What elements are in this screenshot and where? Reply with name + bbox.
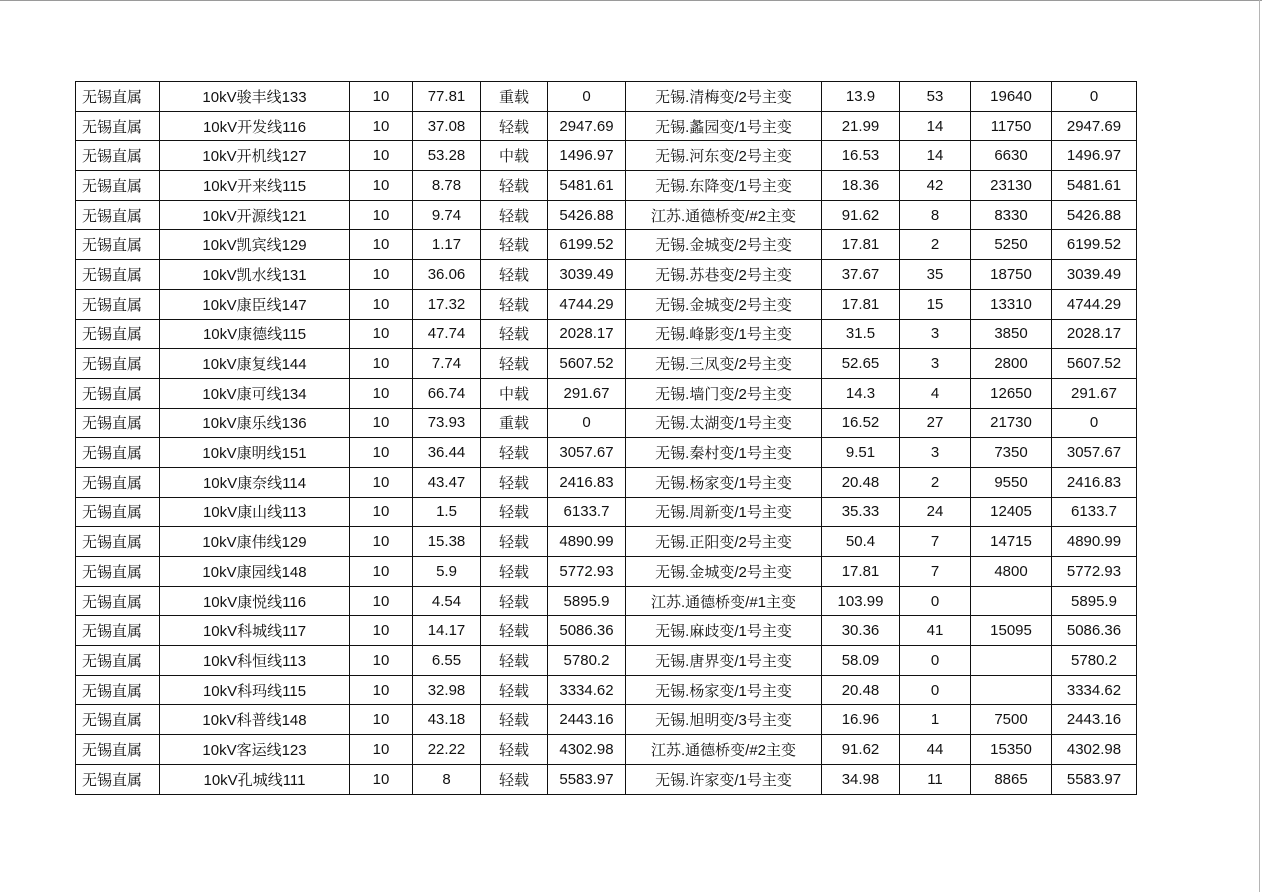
available-capacity-cell: 291.67 — [548, 378, 626, 408]
voltage-cell: 10 — [350, 646, 413, 676]
unit-cell: 无锡直属 — [76, 349, 160, 379]
line-name-cell: 10kV康奈线114 — [160, 467, 350, 497]
transformer-cell: 无锡.太湖变/1号主变 — [626, 408, 822, 438]
user-count-cell: 35 — [900, 260, 971, 290]
line-name-cell: 10kV凯宾线129 — [160, 230, 350, 260]
line-name-cell: 10kV凯水线131 — [160, 260, 350, 290]
table-row — [76, 467, 1137, 497]
available-capacity-cell: 2028.17 — [548, 319, 626, 349]
installed-capacity-cell: 11750 — [971, 111, 1052, 141]
user-count-cell: 42 — [900, 171, 971, 201]
voltage-cell: 10 — [350, 586, 413, 616]
transformer-cell: 无锡.河东变/2号主变 — [626, 141, 822, 171]
page-top-border — [0, 0, 1262, 1]
transformer-cell: 无锡.蠡园变/1号主变 — [626, 111, 822, 141]
table-row — [76, 230, 1137, 260]
table-row — [76, 557, 1137, 587]
available-capacity-cell: 2443.16 — [548, 705, 626, 735]
transformer-load-rate-cell: 34.98 — [822, 764, 900, 794]
transformer-cell: 无锡.杨家变/1号主变 — [626, 467, 822, 497]
unit-cell: 无锡直属 — [76, 230, 160, 260]
installed-capacity-cell: 8865 — [971, 764, 1052, 794]
installed-capacity-cell: 23130 — [971, 171, 1052, 201]
margin-cell: 291.67 — [1052, 378, 1137, 408]
table-row — [76, 586, 1137, 616]
margin-cell: 2028.17 — [1052, 319, 1137, 349]
user-count-cell: 41 — [900, 616, 971, 646]
load-rate-cell: 7.74 — [413, 349, 481, 379]
unit-cell: 无锡直属 — [76, 675, 160, 705]
line-name-cell: 10kV开机线127 — [160, 141, 350, 171]
transformer-cell: 无锡.金城变/2号主变 — [626, 557, 822, 587]
load-rate-cell: 77.81 — [413, 82, 481, 112]
page-right-border — [1259, 0, 1260, 892]
load-rate-cell: 73.93 — [413, 408, 481, 438]
transformer-cell: 无锡.苏巷变/2号主变 — [626, 260, 822, 290]
margin-cell: 5895.9 — [1052, 586, 1137, 616]
user-count-cell: 4 — [900, 378, 971, 408]
user-count-cell: 3 — [900, 319, 971, 349]
unit-cell: 无锡直属 — [76, 408, 160, 438]
user-count-cell: 27 — [900, 408, 971, 438]
margin-cell: 0 — [1052, 408, 1137, 438]
installed-capacity-cell: 5250 — [971, 230, 1052, 260]
load-rate-cell: 47.74 — [413, 319, 481, 349]
available-capacity-cell: 3057.67 — [548, 438, 626, 468]
voltage-cell: 10 — [350, 349, 413, 379]
available-capacity-cell: 5426.88 — [548, 200, 626, 230]
voltage-cell: 10 — [350, 260, 413, 290]
user-count-cell: 7 — [900, 557, 971, 587]
unit-cell: 无锡直属 — [76, 260, 160, 290]
unit-cell: 无锡直属 — [76, 319, 160, 349]
load-status-cell: 轻载 — [481, 675, 548, 705]
margin-cell: 2947.69 — [1052, 111, 1137, 141]
line-name-cell: 10kV康伟线129 — [160, 527, 350, 557]
table-row — [76, 378, 1137, 408]
user-count-cell: 0 — [900, 586, 971, 616]
transformer-cell: 江苏.通德桥变/#2主变 — [626, 200, 822, 230]
load-status-cell: 轻载 — [481, 557, 548, 587]
available-capacity-cell: 3334.62 — [548, 675, 626, 705]
load-status-cell: 轻载 — [481, 467, 548, 497]
transformer-cell: 无锡.秦村变/1号主变 — [626, 438, 822, 468]
line-name-cell: 10kV康复线144 — [160, 349, 350, 379]
unit-cell: 无锡直属 — [76, 438, 160, 468]
table-body — [76, 82, 1137, 795]
transformer-load-rate-cell: 9.51 — [822, 438, 900, 468]
load-rate-cell: 36.06 — [413, 260, 481, 290]
voltage-cell: 10 — [350, 200, 413, 230]
user-count-cell: 24 — [900, 497, 971, 527]
voltage-cell: 10 — [350, 735, 413, 765]
transformer-load-rate-cell: 16.96 — [822, 705, 900, 735]
user-count-cell: 15 — [900, 289, 971, 319]
voltage-cell: 10 — [350, 497, 413, 527]
available-capacity-cell: 5895.9 — [548, 586, 626, 616]
line-name-cell: 10kV康山线113 — [160, 497, 350, 527]
margin-cell: 5426.88 — [1052, 200, 1137, 230]
load-status-cell: 轻载 — [481, 260, 548, 290]
margin-cell: 3057.67 — [1052, 438, 1137, 468]
unit-cell: 无锡直属 — [76, 171, 160, 201]
transformer-cell: 无锡.墙门变/2号主变 — [626, 378, 822, 408]
unit-cell: 无锡直属 — [76, 735, 160, 765]
margin-cell: 4744.29 — [1052, 289, 1137, 319]
transformer-load-rate-cell: 50.4 — [822, 527, 900, 557]
load-status-cell: 中载 — [481, 378, 548, 408]
line-name-cell: 10kV康悦线116 — [160, 586, 350, 616]
load-status-cell: 轻载 — [481, 111, 548, 141]
installed-capacity-cell — [971, 586, 1052, 616]
voltage-cell: 10 — [350, 171, 413, 201]
margin-cell: 4302.98 — [1052, 735, 1137, 765]
table-row — [76, 289, 1137, 319]
voltage-cell: 10 — [350, 141, 413, 171]
voltage-cell: 10 — [350, 675, 413, 705]
available-capacity-cell: 5607.52 — [548, 349, 626, 379]
transformer-load-rate-cell: 58.09 — [822, 646, 900, 676]
transformer-load-rate-cell: 35.33 — [822, 497, 900, 527]
unit-cell: 无锡直属 — [76, 82, 160, 112]
line-name-cell: 10kV开来线115 — [160, 171, 350, 201]
installed-capacity-cell: 12405 — [971, 497, 1052, 527]
transformer-load-rate-cell: 30.36 — [822, 616, 900, 646]
available-capacity-cell: 0 — [548, 82, 626, 112]
installed-capacity-cell: 13310 — [971, 289, 1052, 319]
table-row — [76, 319, 1137, 349]
installed-capacity-cell: 15350 — [971, 735, 1052, 765]
transformer-load-rate-cell: 17.81 — [822, 230, 900, 260]
voltage-cell: 10 — [350, 438, 413, 468]
voltage-cell: 10 — [350, 557, 413, 587]
transformer-load-rate-cell: 17.81 — [822, 289, 900, 319]
user-count-cell: 2 — [900, 230, 971, 260]
load-rate-cell: 66.74 — [413, 378, 481, 408]
line-name-cell: 10kV康德线115 — [160, 319, 350, 349]
transformer-load-rate-cell: 16.53 — [822, 141, 900, 171]
feeder-load-table — [75, 81, 1137, 795]
table-row — [76, 111, 1137, 141]
transformer-cell: 无锡.旭明变/3号主变 — [626, 705, 822, 735]
unit-cell: 无锡直属 — [76, 111, 160, 141]
table-row — [76, 200, 1137, 230]
available-capacity-cell: 6133.7 — [548, 497, 626, 527]
user-count-cell: 2 — [900, 467, 971, 497]
table-row — [76, 735, 1137, 765]
margin-cell: 4890.99 — [1052, 527, 1137, 557]
transformer-load-rate-cell: 16.52 — [822, 408, 900, 438]
available-capacity-cell: 4744.29 — [548, 289, 626, 319]
line-name-cell: 10kV科普线148 — [160, 705, 350, 735]
table-row — [76, 705, 1137, 735]
available-capacity-cell: 2947.69 — [548, 111, 626, 141]
available-capacity-cell: 4302.98 — [548, 735, 626, 765]
load-rate-cell: 8 — [413, 764, 481, 794]
transformer-load-rate-cell: 91.62 — [822, 735, 900, 765]
unit-cell: 无锡直属 — [76, 646, 160, 676]
load-status-cell: 轻载 — [481, 438, 548, 468]
user-count-cell: 0 — [900, 646, 971, 676]
installed-capacity-cell: 12650 — [971, 378, 1052, 408]
voltage-cell: 10 — [350, 319, 413, 349]
transformer-cell: 无锡.许家变/1号主变 — [626, 764, 822, 794]
transformer-load-rate-cell: 13.9 — [822, 82, 900, 112]
load-status-cell: 轻载 — [481, 527, 548, 557]
user-count-cell: 8 — [900, 200, 971, 230]
transformer-cell: 无锡.唐界变/1号主变 — [626, 646, 822, 676]
user-count-cell: 3 — [900, 438, 971, 468]
transformer-cell: 江苏.通德桥变/#2主变 — [626, 735, 822, 765]
load-status-cell: 重载 — [481, 408, 548, 438]
table-row — [76, 616, 1137, 646]
installed-capacity-cell: 19640 — [971, 82, 1052, 112]
transformer-load-rate-cell: 37.67 — [822, 260, 900, 290]
margin-cell: 3039.49 — [1052, 260, 1137, 290]
margin-cell: 5086.36 — [1052, 616, 1137, 646]
line-name-cell: 10kV客运线123 — [160, 735, 350, 765]
transformer-cell: 无锡.麻歧变/1号主变 — [626, 616, 822, 646]
installed-capacity-cell: 8330 — [971, 200, 1052, 230]
table-row — [76, 527, 1137, 557]
margin-cell: 2443.16 — [1052, 705, 1137, 735]
load-rate-cell: 22.22 — [413, 735, 481, 765]
voltage-cell: 10 — [350, 705, 413, 735]
table-row — [76, 349, 1137, 379]
load-rate-cell: 8.78 — [413, 171, 481, 201]
line-name-cell: 10kV科恒线113 — [160, 646, 350, 676]
installed-capacity-cell: 7500 — [971, 705, 1052, 735]
user-count-cell: 11 — [900, 764, 971, 794]
user-count-cell: 14 — [900, 141, 971, 171]
voltage-cell: 10 — [350, 289, 413, 319]
margin-cell: 6133.7 — [1052, 497, 1137, 527]
margin-cell: 5772.93 — [1052, 557, 1137, 587]
load-rate-cell: 5.9 — [413, 557, 481, 587]
transformer-load-rate-cell: 31.5 — [822, 319, 900, 349]
table-row — [76, 171, 1137, 201]
line-name-cell: 10kV康乐线136 — [160, 408, 350, 438]
load-status-cell: 轻载 — [481, 497, 548, 527]
user-count-cell: 1 — [900, 705, 971, 735]
unit-cell: 无锡直属 — [76, 497, 160, 527]
table-row — [76, 260, 1137, 290]
installed-capacity-cell: 7350 — [971, 438, 1052, 468]
installed-capacity-cell: 3850 — [971, 319, 1052, 349]
voltage-cell: 10 — [350, 378, 413, 408]
transformer-load-rate-cell: 103.99 — [822, 586, 900, 616]
installed-capacity-cell: 6630 — [971, 141, 1052, 171]
available-capacity-cell: 2416.83 — [548, 467, 626, 497]
line-name-cell: 10kV科城线117 — [160, 616, 350, 646]
line-name-cell: 10kV科玛线115 — [160, 675, 350, 705]
transformer-cell: 无锡.三凤变/2号主变 — [626, 349, 822, 379]
line-name-cell: 10kV康园线148 — [160, 557, 350, 587]
unit-cell: 无锡直属 — [76, 200, 160, 230]
transformer-load-rate-cell: 14.3 — [822, 378, 900, 408]
transformer-cell: 无锡.金城变/2号主变 — [626, 230, 822, 260]
line-name-cell: 10kV开发线116 — [160, 111, 350, 141]
user-count-cell: 3 — [900, 349, 971, 379]
user-count-cell: 53 — [900, 82, 971, 112]
margin-cell: 5607.52 — [1052, 349, 1137, 379]
load-rate-cell: 1.5 — [413, 497, 481, 527]
installed-capacity-cell: 4800 — [971, 557, 1052, 587]
transformer-cell: 无锡.清梅变/2号主变 — [626, 82, 822, 112]
voltage-cell: 10 — [350, 527, 413, 557]
unit-cell: 无锡直属 — [76, 467, 160, 497]
transformer-load-rate-cell: 52.65 — [822, 349, 900, 379]
transformer-cell: 无锡.金城变/2号主变 — [626, 289, 822, 319]
available-capacity-cell: 5086.36 — [548, 616, 626, 646]
load-rate-cell: 15.38 — [413, 527, 481, 557]
transformer-load-rate-cell: 21.99 — [822, 111, 900, 141]
transformer-load-rate-cell: 18.36 — [822, 171, 900, 201]
installed-capacity-cell: 18750 — [971, 260, 1052, 290]
table-row — [76, 675, 1137, 705]
margin-cell: 1496.97 — [1052, 141, 1137, 171]
voltage-cell: 10 — [350, 82, 413, 112]
transformer-cell: 无锡.峰影变/1号主变 — [626, 319, 822, 349]
user-count-cell: 7 — [900, 527, 971, 557]
installed-capacity-cell: 9550 — [971, 467, 1052, 497]
table-row — [76, 438, 1137, 468]
load-status-cell: 轻载 — [481, 705, 548, 735]
line-name-cell: 10kV康明线151 — [160, 438, 350, 468]
load-rate-cell: 53.28 — [413, 141, 481, 171]
voltage-cell: 10 — [350, 111, 413, 141]
margin-cell: 6199.52 — [1052, 230, 1137, 260]
load-rate-cell: 9.74 — [413, 200, 481, 230]
load-rate-cell: 43.18 — [413, 705, 481, 735]
unit-cell: 无锡直属 — [76, 557, 160, 587]
transformer-cell: 无锡.正阳变/2号主变 — [626, 527, 822, 557]
available-capacity-cell: 5772.93 — [548, 557, 626, 587]
available-capacity-cell: 1496.97 — [548, 141, 626, 171]
load-rate-cell: 43.47 — [413, 467, 481, 497]
load-rate-cell: 36.44 — [413, 438, 481, 468]
available-capacity-cell: 5481.61 — [548, 171, 626, 201]
unit-cell: 无锡直属 — [76, 616, 160, 646]
line-name-cell: 10kV康可线134 — [160, 378, 350, 408]
load-status-cell: 中载 — [481, 141, 548, 171]
table-row — [76, 646, 1137, 676]
load-status-cell: 轻载 — [481, 171, 548, 201]
available-capacity-cell: 4890.99 — [548, 527, 626, 557]
unit-cell: 无锡直属 — [76, 764, 160, 794]
available-capacity-cell: 0 — [548, 408, 626, 438]
transformer-cell: 无锡.东降变/1号主变 — [626, 171, 822, 201]
table-row — [76, 764, 1137, 794]
margin-cell: 2416.83 — [1052, 467, 1137, 497]
load-rate-cell: 14.17 — [413, 616, 481, 646]
voltage-cell: 10 — [350, 764, 413, 794]
load-status-cell: 轻载 — [481, 200, 548, 230]
available-capacity-cell: 5780.2 — [548, 646, 626, 676]
unit-cell: 无锡直属 — [76, 705, 160, 735]
user-count-cell: 14 — [900, 111, 971, 141]
load-status-cell: 轻载 — [481, 230, 548, 260]
line-name-cell: 10kV骏丰线133 — [160, 82, 350, 112]
voltage-cell: 10 — [350, 408, 413, 438]
load-status-cell: 轻载 — [481, 735, 548, 765]
load-rate-cell: 6.55 — [413, 646, 481, 676]
available-capacity-cell: 6199.52 — [548, 230, 626, 260]
available-capacity-cell: 3039.49 — [548, 260, 626, 290]
transformer-cell: 江苏.通德桥变/#1主变 — [626, 586, 822, 616]
margin-cell: 5481.61 — [1052, 171, 1137, 201]
line-name-cell: 10kV孔城线111 — [160, 764, 350, 794]
margin-cell: 5583.97 — [1052, 764, 1137, 794]
installed-capacity-cell — [971, 675, 1052, 705]
line-name-cell: 10kV开源线121 — [160, 200, 350, 230]
table-row — [76, 82, 1137, 112]
unit-cell: 无锡直属 — [76, 586, 160, 616]
load-rate-cell: 32.98 — [413, 675, 481, 705]
load-status-cell: 轻载 — [481, 646, 548, 676]
load-status-cell: 轻载 — [481, 289, 548, 319]
voltage-cell: 10 — [350, 616, 413, 646]
load-status-cell: 轻载 — [481, 349, 548, 379]
unit-cell: 无锡直属 — [76, 141, 160, 171]
transformer-load-rate-cell: 20.48 — [822, 467, 900, 497]
transformer-load-rate-cell: 17.81 — [822, 557, 900, 587]
voltage-cell: 10 — [350, 230, 413, 260]
user-count-cell: 44 — [900, 735, 971, 765]
transformer-load-rate-cell: 20.48 — [822, 675, 900, 705]
table-row — [76, 497, 1137, 527]
load-rate-cell: 17.32 — [413, 289, 481, 319]
installed-capacity-cell — [971, 646, 1052, 676]
load-rate-cell: 37.08 — [413, 111, 481, 141]
available-capacity-cell: 5583.97 — [548, 764, 626, 794]
installed-capacity-cell: 15095 — [971, 616, 1052, 646]
load-rate-cell: 4.54 — [413, 586, 481, 616]
load-status-cell: 轻载 — [481, 319, 548, 349]
table-row — [76, 141, 1137, 171]
load-status-cell: 轻载 — [481, 764, 548, 794]
margin-cell: 3334.62 — [1052, 675, 1137, 705]
unit-cell: 无锡直属 — [76, 289, 160, 319]
load-rate-cell: 1.17 — [413, 230, 481, 260]
load-status-cell: 轻载 — [481, 586, 548, 616]
load-status-cell: 轻载 — [481, 616, 548, 646]
transformer-load-rate-cell: 91.62 — [822, 200, 900, 230]
transformer-cell: 无锡.杨家变/1号主变 — [626, 675, 822, 705]
load-status-cell: 重载 — [481, 82, 548, 112]
installed-capacity-cell: 2800 — [971, 349, 1052, 379]
installed-capacity-cell: 14715 — [971, 527, 1052, 557]
transformer-cell: 无锡.周新变/1号主变 — [626, 497, 822, 527]
voltage-cell: 10 — [350, 467, 413, 497]
unit-cell: 无锡直属 — [76, 527, 160, 557]
installed-capacity-cell: 21730 — [971, 408, 1052, 438]
margin-cell: 0 — [1052, 82, 1137, 112]
margin-cell: 5780.2 — [1052, 646, 1137, 676]
line-name-cell: 10kV康臣线147 — [160, 289, 350, 319]
unit-cell: 无锡直属 — [76, 378, 160, 408]
table-row — [76, 408, 1137, 438]
user-count-cell: 0 — [900, 675, 971, 705]
